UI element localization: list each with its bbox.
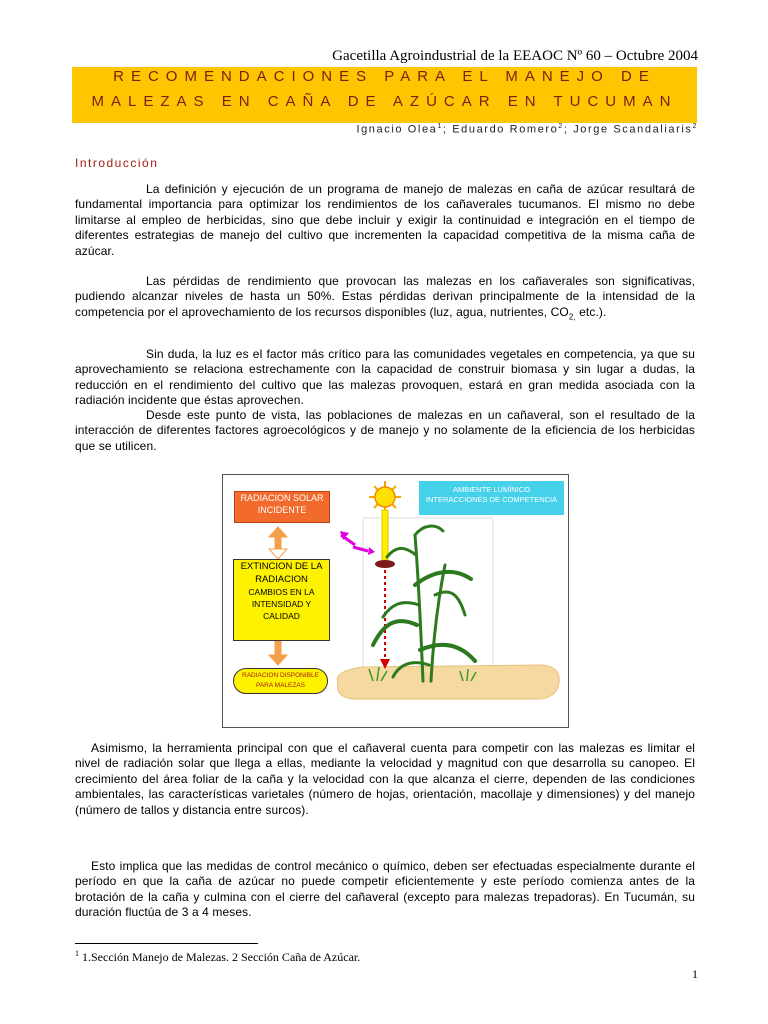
paragraph-3: Sin duda, la luz es el factor más crítico para las comunidades vegetales en competencia, ya que su aprovechamiento se relaciona estrechamente con la capacidad de construir biomasa y sin lugar a dudas, la reducción en el rendimiento del cultivo que las malezas provoquen, estará en gran medida asociada con la radiación incidente que éstas aprovechen. (75, 347, 695, 408)
co2-subscript: 2, (568, 312, 576, 322)
footnote-mark: 1 (75, 949, 79, 958)
amb-line-2: INTERACCIONES DE COMPETENCIA (425, 495, 558, 504)
section-heading: Introducción (75, 156, 159, 170)
page-number: 1 (692, 967, 698, 981)
canopy-marker (375, 560, 395, 568)
soil (337, 665, 559, 699)
author-3-mark: 2 (692, 123, 698, 130)
rad-solar-line-1: RADIACION SOLAR (240, 493, 324, 503)
disp-line-2: PARA MALEZAS (255, 682, 305, 689)
paragraph-2 (75, 274, 695, 325)
extinction-line-4: INTENSIDAD Y (251, 599, 312, 609)
rad-solar-line-2: INCIDENTE (257, 505, 307, 515)
incident-light-beam (382, 510, 388, 560)
paragraph-5: Asimismo, la herramienta principal con que el cañaveral cuenta para competir con las malezas es limitar el nivel de radiación solar que llega a ellas, mediante la velocidad y magnitud con que desarrolla su canopeo. El crecimiento del área foliar de la caña y la velocidad con la que alcanza el cierre, dependen de las condiciones ambientales, las características varietales (número de hojas, orientación, macollaje y dimensiones) y del manejo (número de tallos y distancia entre surcos). (75, 741, 695, 817)
title-line-1: RECOMENDACIONES PARA EL MANEJO DE (113, 68, 656, 85)
incident-solar-radiation-box (234, 491, 330, 523)
paragraph-6: Esto implica que las medidas de control mecánico o químico, deben ser efectuadas especialmente durante el período en que la caña de azúcar no puede competir eficientemente y este período comienza antes de la brotación de la caña y culmina con el cierre del cañaveral (excepto para malezas trepadoras). En Tucumán, su duración fluctúa de 3 a 4 meses. (75, 859, 695, 920)
available-radiation-box (233, 668, 328, 694)
author-1-mark: 1 (437, 123, 443, 130)
competition-figure (222, 474, 569, 728)
footnote-divider (75, 943, 258, 944)
paragraph-1: La definición y ejecución de un programa de manejo de malezas en caña de azúcar resultará de fundamental importancia para optimizar los rendimientos de los cañaverales tucumanos. El mismo no debe limitarse al empleo de herbicidas, sino que debe incluir y exigir la continuidad e integración en el tiempo de diferentes estrategias de manejo del cultivo que incrementen la capacidad competitiva de la misma caña de azúcar. (75, 182, 695, 258)
amb-line-1: AMBIENTE LUMÍNICO (452, 485, 531, 494)
paragraph-2-text: Las pérdidas de rendimiento que provocan las malezas en los cañaverales son significativas, pudiendo alcanzar niveles de hasta un 50%. Estas pérdidas derivan principalmente de la intensidad de la competencia por el aprovechamiento de los recursos disponibles (luz, agua, nutrientes, CO (75, 274, 695, 319)
title-line-2: MALEZAS EN CAÑA DE AZÚCAR EN TUCUMAN (91, 93, 678, 110)
extinction-line-5: CALIDAD (263, 611, 300, 621)
sun-icon (369, 481, 401, 513)
author-2-mark: 2 (558, 123, 564, 130)
extinction-line-1: EXTINCION DE LA (240, 561, 323, 572)
radiation-extinction-box (233, 559, 330, 641)
author-1: Ignacio Olea (356, 123, 438, 136)
disp-line-1: RADIACION DISPONIBLE (242, 672, 319, 679)
light-environment-box (419, 481, 564, 515)
author-3: ; Jorge Scandaliaris (563, 123, 693, 136)
authors-line (356, 123, 698, 136)
footnote-text: 1.Sección Manejo de Malezas. 2 Sección Caña de Azúcar. (79, 950, 361, 964)
paragraph-2-end: etc.). (575, 304, 607, 319)
footnote (75, 949, 360, 965)
paragraph-4: Desde este punto de vista, las poblaciones de malezas en un cañaveral, son el resultado de la interacción de diferentes factores agroecológicos y de manejo y no solamente de la eficiencia de los herbicidas que se utilicen. (75, 408, 695, 453)
title-band (72, 67, 697, 123)
extinction-line-3: CAMBIOS EN LA (248, 587, 315, 597)
journal-header: Gacetilla Agroindustrial de la EEAOC Nº 60 – Octubre 2004 (332, 48, 698, 64)
author-2: ; Eduardo Romero (442, 123, 559, 136)
extinction-line-2: RADIACION (255, 574, 308, 585)
